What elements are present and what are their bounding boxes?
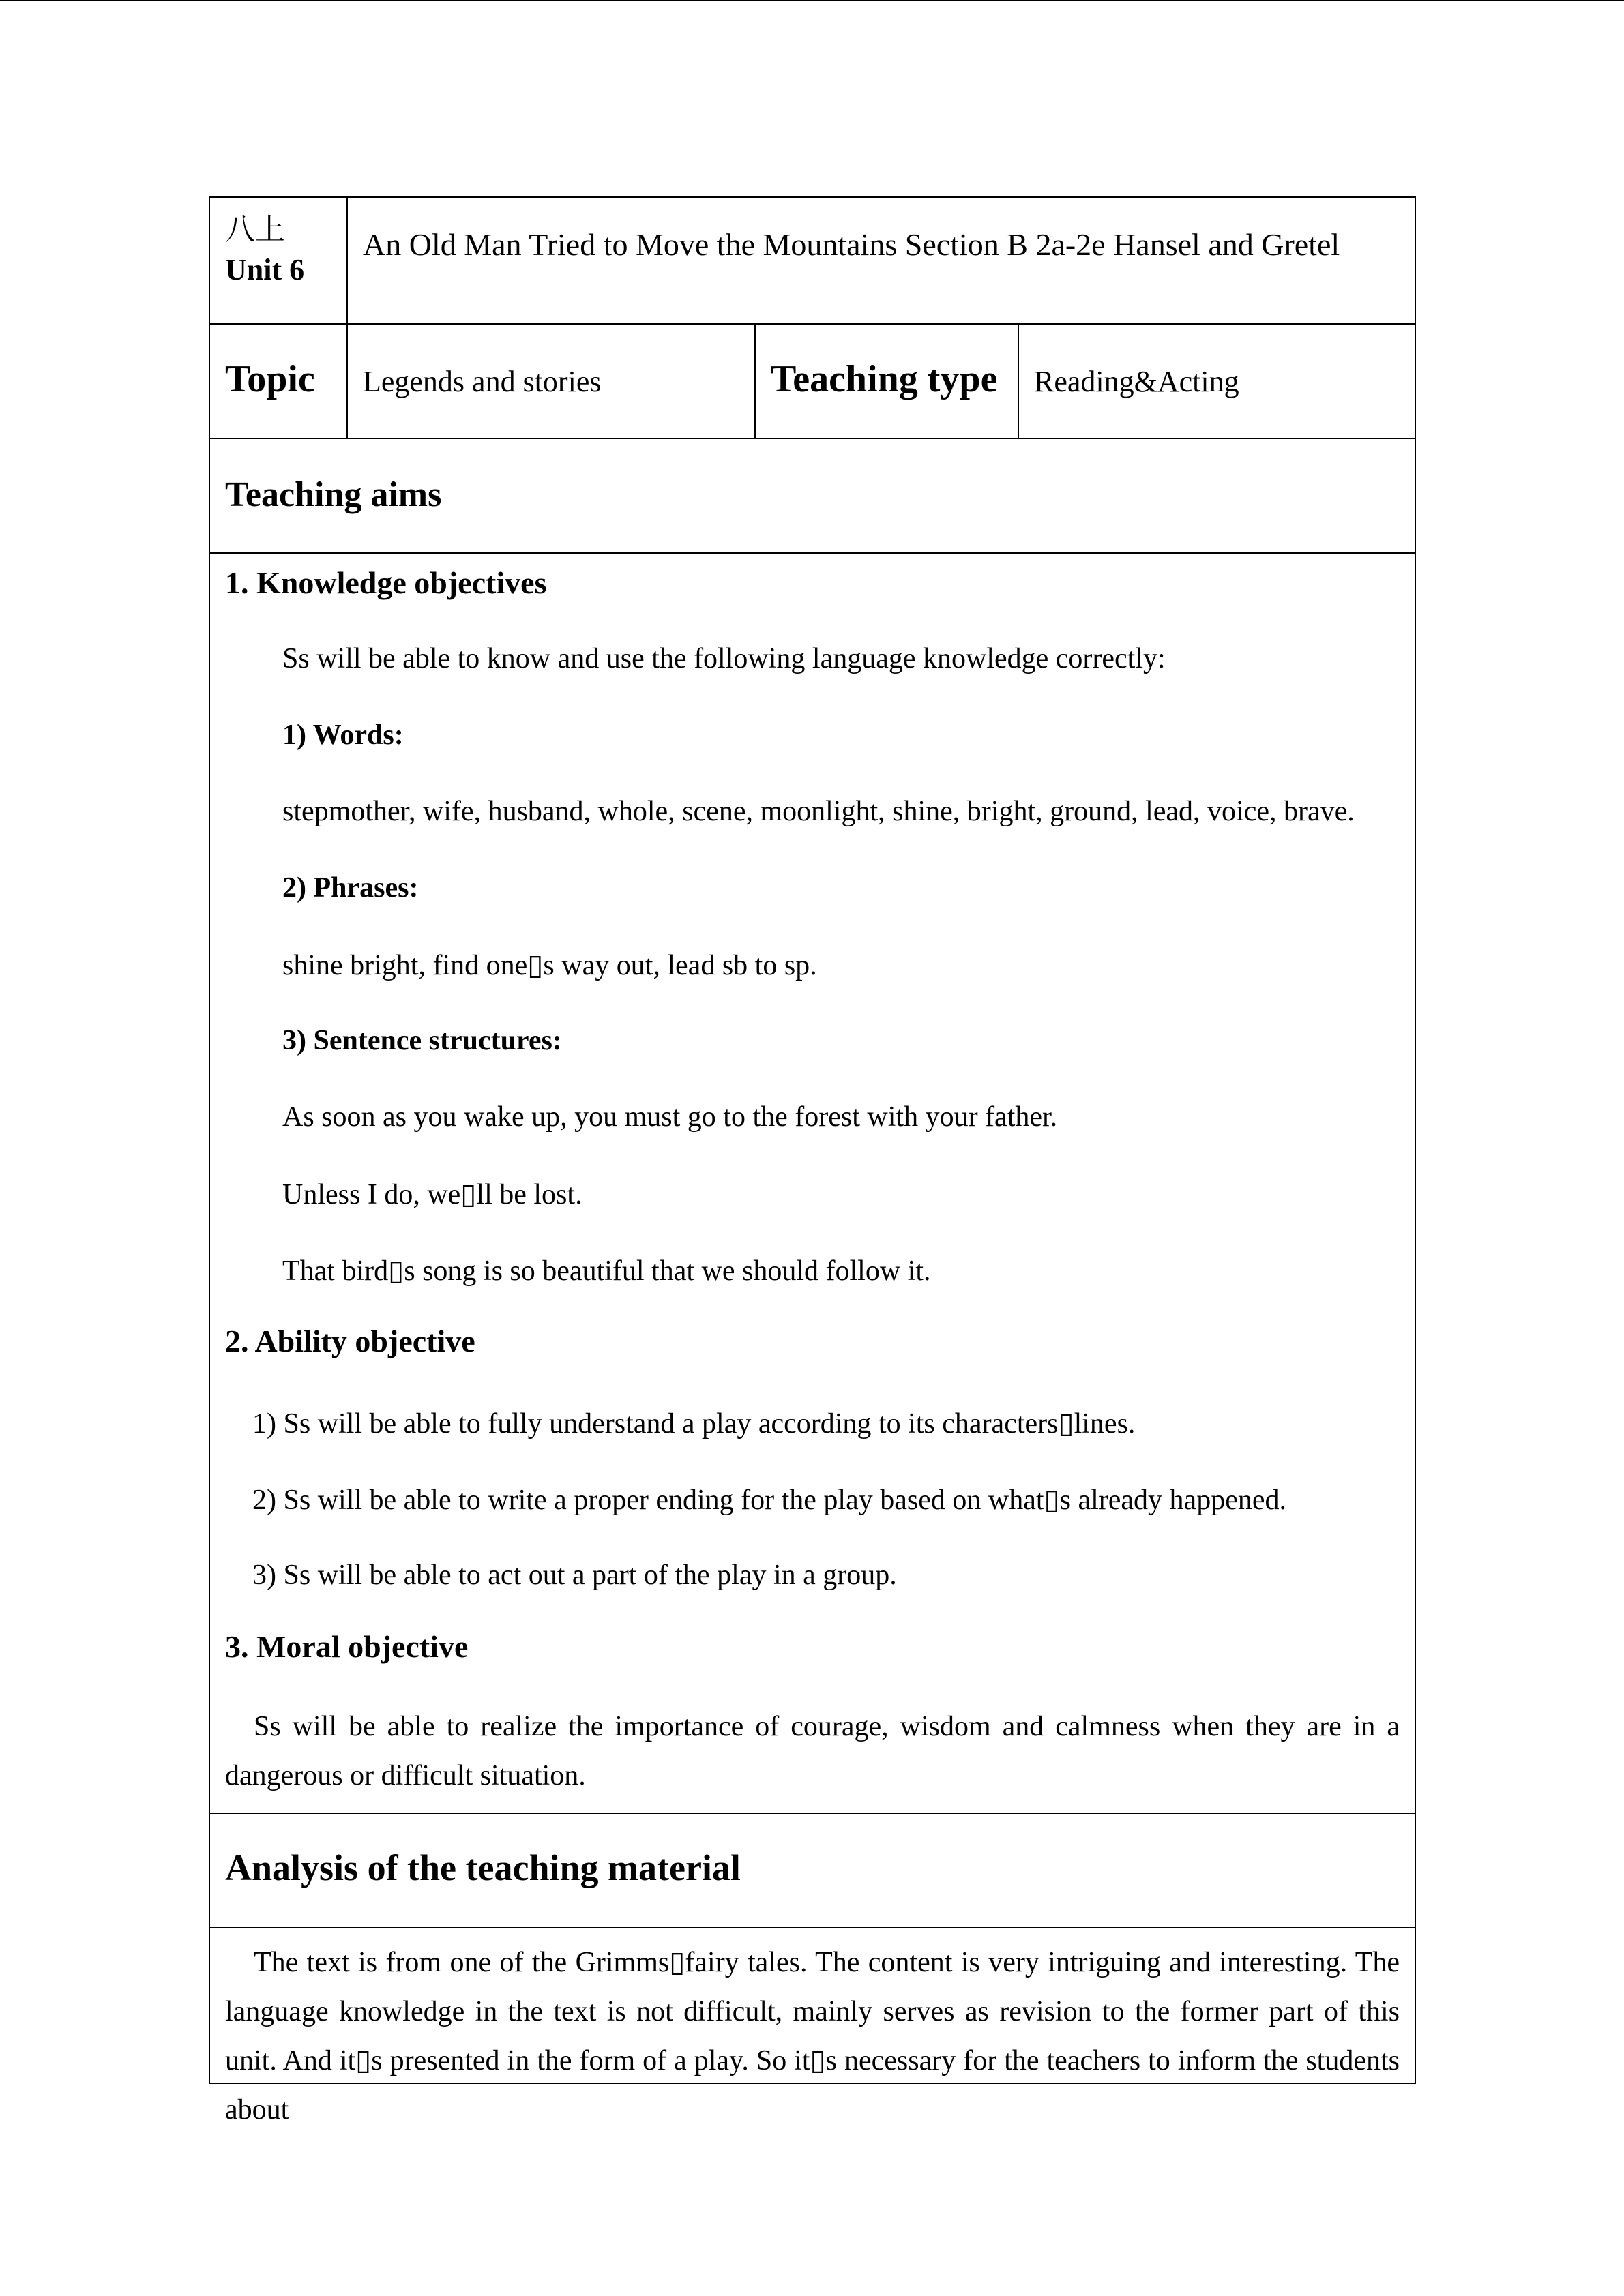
sentence-item: That bird▯s song is so beautiful that we should follow it.: [282, 1255, 931, 1287]
teaching-type-label: Teaching type: [771, 358, 998, 400]
lesson-plan-table: [209, 196, 1416, 2126]
teaching-type-label-cell: [756, 325, 1019, 438]
topic-label: Topic: [225, 358, 315, 400]
sentence-item: As soon as you wake up, you must go to the forest with your father.: [282, 1101, 1058, 1133]
phrases-label: 2) Phrases:: [282, 872, 419, 904]
ability-item: 3) Ss will be able to act out a part of the play in a group.: [252, 1560, 897, 1591]
lesson-title: An Old Man Tried to Move the Mountains Section B 2a-2e Hansel and Gretel: [363, 227, 1340, 262]
ability-objective-heading: 2. Ability objective: [225, 1324, 475, 1358]
topic-label-cell: [210, 325, 348, 438]
analysis-text: The text is from one of the Grimms▯fairy tales. The content is very intriguing and interesting. The language knowledge in the text is not difficult, mainly serves as revision to the former part of this unit. And it▯s presented in the form of a play. So it▯s necessary for the teachers to inform the students about: [225, 1947, 1400, 2126]
analysis-heading-row: [210, 1814, 1415, 1928]
phrases-list: shine bright, find one▯s way out, lead sb to sp.: [282, 950, 817, 981]
knowledge-objectives-heading: 1. Knowledge objectives: [225, 565, 547, 600]
teaching-aims-heading-row: [210, 439, 1415, 554]
unit-grade-label: 八上: [225, 212, 285, 247]
sentence-item: Unless I do, we▯ll be lost.: [282, 1179, 582, 1210]
title-cell: [348, 198, 1415, 323]
teaching-type-value: Reading&Acting: [1034, 365, 1239, 398]
topic-value: Legends and stories: [363, 365, 602, 398]
header-row: [210, 198, 1415, 325]
unit-cell: [210, 198, 348, 323]
teaching-aims-heading: Teaching aims: [225, 475, 442, 514]
analysis-heading: Analysis of the teaching material: [225, 1847, 741, 1888]
analysis-row: [210, 1928, 1415, 2126]
knowledge-intro: Ss will be able to know and use the following language knowledge correctly:: [282, 643, 1166, 674]
words-list: stepmother, wife, husband, whole, scene, moonlight, shine, bright, ground, lead, voice, brave.: [282, 796, 1355, 827]
topic-row: [210, 325, 1415, 439]
ability-item: 1) Ss will be able to fully understand a play according to its characters▯lines.: [252, 1408, 1136, 1440]
sentence-structures-label: 3) Sentence structures:: [282, 1025, 562, 1056]
page-top-rule: [0, 0, 1624, 1]
ability-item: 2) Ss will be able to write a proper ending for the play based on what▯s already happened.: [252, 1485, 1286, 1516]
words-label: 1) Words:: [282, 719, 404, 751]
teaching-type-value-cell: [1019, 325, 1415, 438]
moral-objective-heading: 3. Moral objective: [225, 1629, 469, 1664]
topic-value-cell: [348, 325, 756, 438]
objectives-row: [210, 554, 1415, 1814]
unit-number-label: Unit 6: [225, 253, 305, 286]
moral-objective-text: Ss will be able to realize the importance of courage, wisdom and calmness when they are in a dangerous or difficult situation.: [225, 1711, 1400, 1791]
